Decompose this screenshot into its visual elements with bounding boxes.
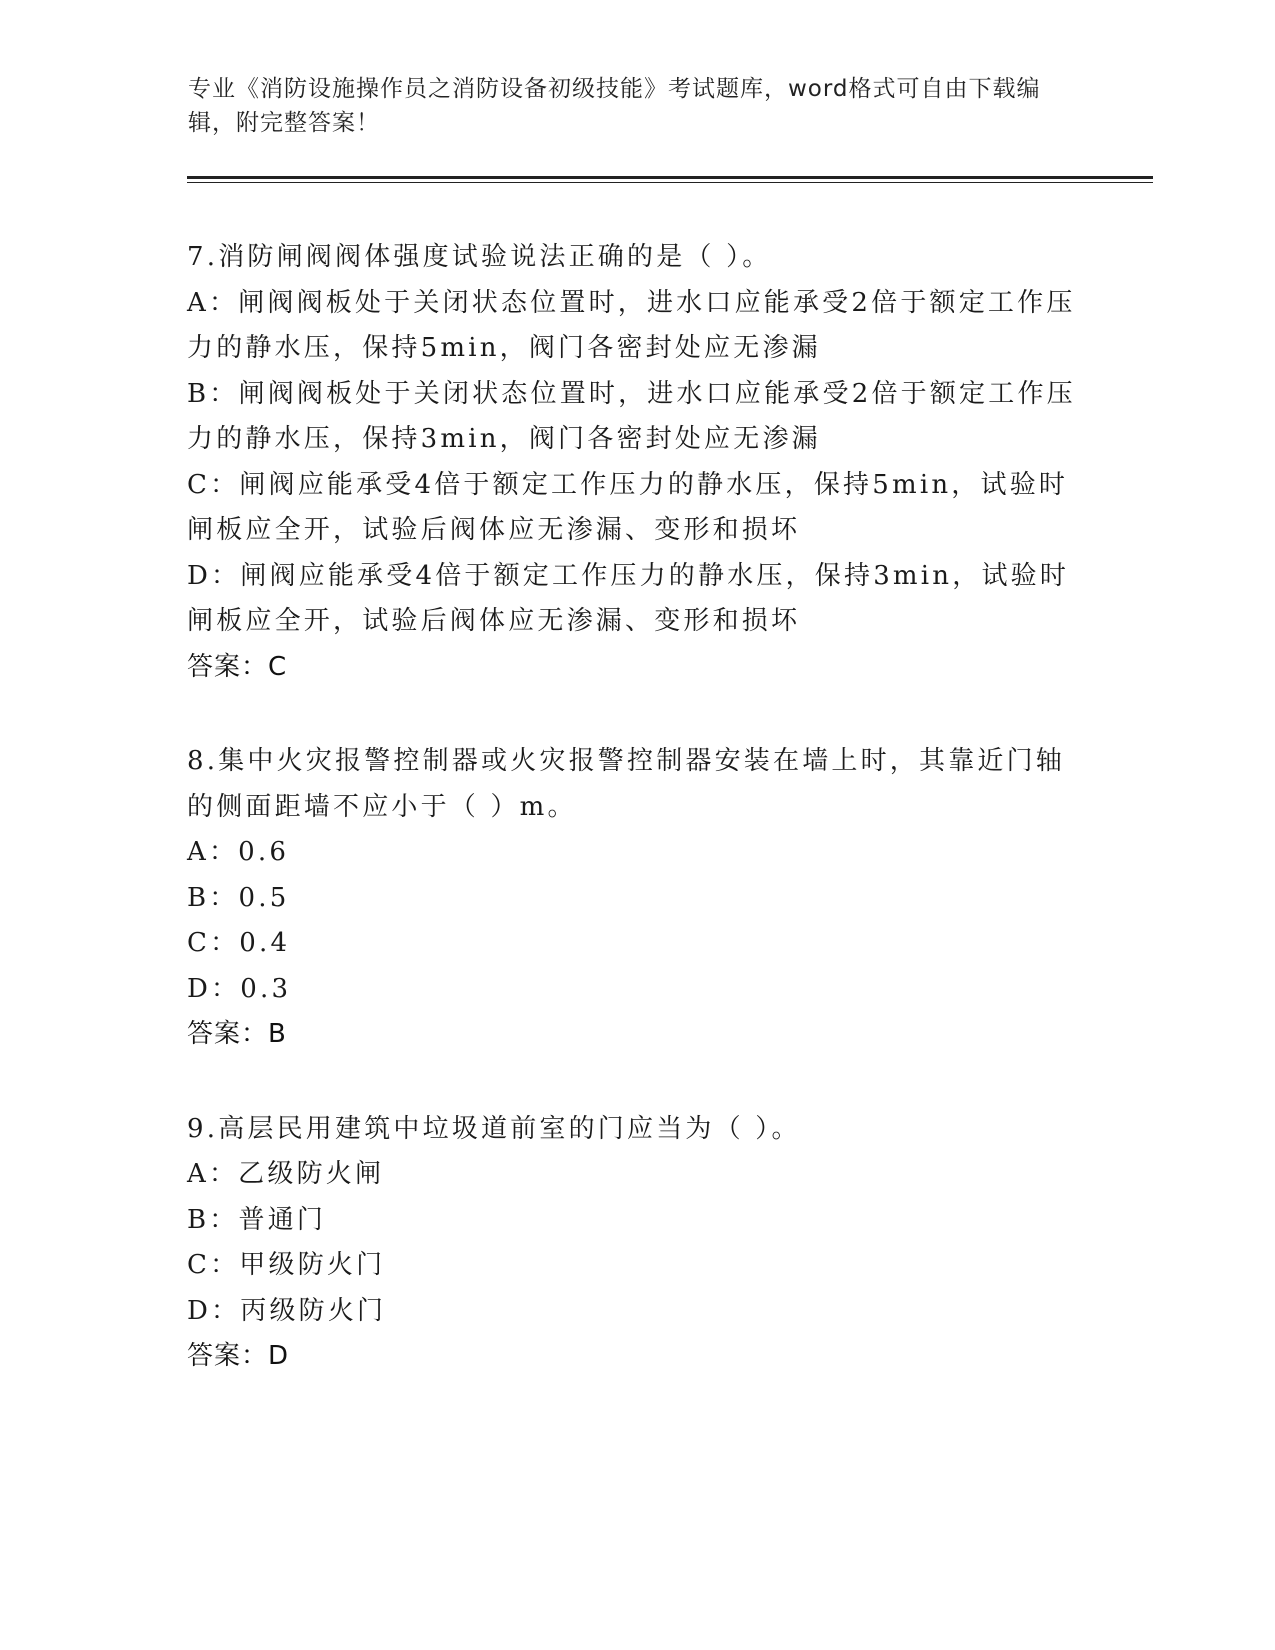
question-9 xyxy=(187,1107,1087,1380)
option-d: D：丙级防火门 xyxy=(187,1295,387,1326)
question-8 xyxy=(187,739,1087,1058)
header-rule-thin xyxy=(187,182,1153,183)
option-c: C：闸阀应能承受4倍于额定工作压力的静水压，保持5min，试验时闸板应全开，试验后阀体应无渗漏、变形和损坏 xyxy=(187,469,1069,545)
answer: 答案：B xyxy=(187,1019,287,1049)
option-b: B：0.5 xyxy=(187,882,290,913)
option-b: B：闸阀阀板处于关闭状态位置时，进水口应能承受2倍于额定工作压力的静水压，保持3min，阀门各密封处应无渗漏 xyxy=(187,378,1076,454)
answer: 答案：D xyxy=(187,1341,290,1371)
option-d: D：0.3 xyxy=(187,973,292,1004)
option-b: B：普通门 xyxy=(187,1204,327,1235)
option-c: C：0.4 xyxy=(187,928,291,958)
question-stem: 8.集中火灾报警控制器或火灾报警控制器安装在墙上时，其靠近门轴的侧面距墙不应小于（ ）m。 xyxy=(187,746,1066,822)
option-a: A：乙级防火闸 xyxy=(187,1159,385,1189)
option-c: C：甲级防火门 xyxy=(187,1250,386,1280)
question-stem: 7.消防闸阀阀体强度试验说法正确的是（ ）。 xyxy=(187,242,772,272)
option-a: A：0.6 xyxy=(187,837,290,867)
document-header: 专业《消防设施操作员之消防设备初级技能》考试题库，word格式可自由下载编辑，附完整答案！ xyxy=(188,76,1041,136)
answer: 答案：C xyxy=(187,651,288,682)
question-list xyxy=(187,235,1087,1429)
option-d: D：闸阀应能承受4倍于额定工作压力的静水压，保持3min，试验时闸板应全开，试验后阀体应无渗漏、变形和损坏 xyxy=(187,560,1070,636)
header-rule-thick xyxy=(187,176,1153,179)
option-a: A：闸阀阀板处于关闭状态位置时，进水口应能承受2倍于额定工作压力的静水压，保持5min，阀门各密封处应无渗漏 xyxy=(187,287,1076,363)
question-7 xyxy=(187,235,1087,690)
question-stem: 9.高层民用建筑中垃圾道前室的门应当为（ ）。 xyxy=(187,1113,801,1144)
